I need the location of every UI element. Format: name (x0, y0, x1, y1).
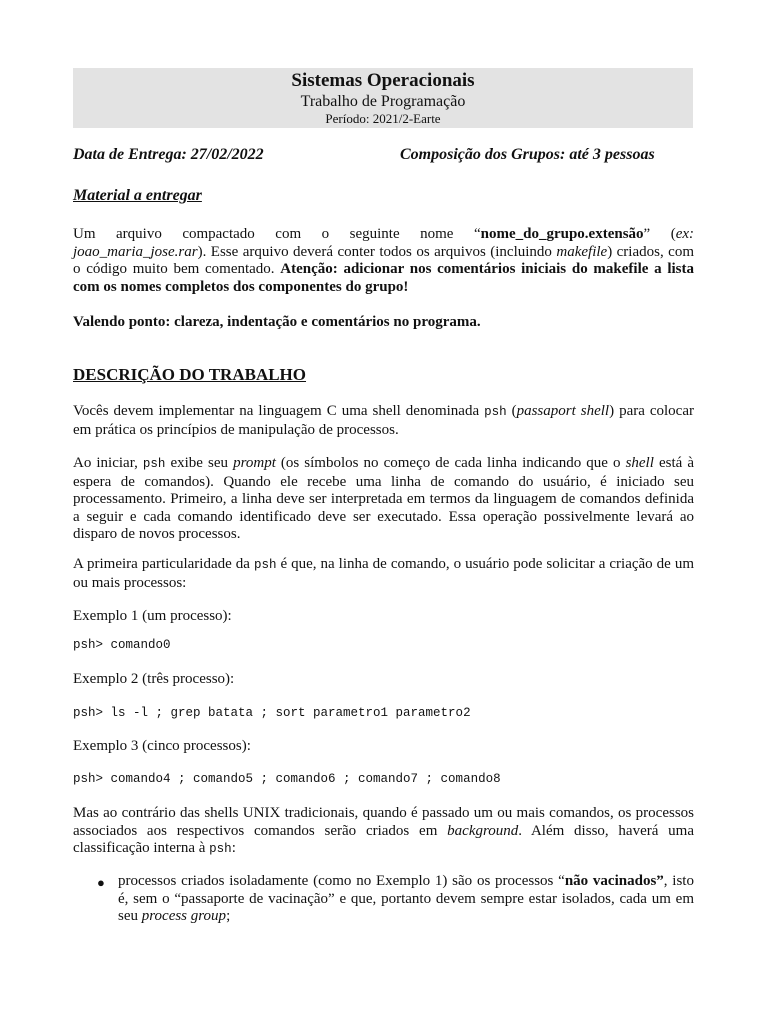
group-composition: Composição dos Grupos: até 3 pessoas (400, 146, 655, 163)
title-header-box (73, 68, 693, 128)
example-2-code: psh> ls -l ; grep batata ; sort parametro1 parametro2 (73, 706, 471, 720)
bullet-dot: ● (97, 875, 105, 890)
description-paragraph-4: Mas ao contrário das shells UNIX tradicionais, quando é passado um ou mais comandos, os processos associados aos respectivos comandos serão criados em background. Além disso, haverá uma classificação interna à psh: (73, 805, 694, 856)
due-date: Data de Entrega: 27/02/2022 (73, 146, 264, 163)
example-1-code: psh> comando0 (73, 638, 171, 652)
material-heading: Material a entregar (73, 187, 202, 204)
bullet-item-1: processos criados isoladamente (como no Exemplo 1) são os processos “não vacinados”, isto é, sem o “passaporte de vacinação” e que, portanto devem sempre estar isolados, cada um em seu process group; (118, 873, 694, 924)
grading-note: Valendo ponto: clareza, indentação e comentários no programa. (73, 314, 481, 330)
example-2-label: Exemplo 2 (três processo): (73, 671, 235, 687)
description-paragraph-3: A primeira particularidade da psh é que, na linha de comando, o usuário pode solicitar a criação de um ou mais processos: (73, 556, 694, 591)
example-3-label: Exemplo 3 (cinco processos): (73, 738, 251, 754)
document-title: Sistemas Operacionais (291, 70, 475, 91)
example-3-code: psh> comando4 ; comando5 ; comando6 ; comando7 ; comando8 (73, 772, 501, 786)
material-paragraph: Um arquivo compactado com o seguinte nome “nome_do_grupo.extensão” (ex: joao_maria_jose.rar). Esse arquivo deverá conter todos os arquivos (incluindo makefile) criados, com o código muito bem comentado. Atenção: adicionar nos comentários iniciais do makefile a lista com os nomes completos dos componentes do grupo! (73, 226, 694, 295)
description-paragraph-2: Ao iniciar, psh exibe seu prompt (os símbolos no começo de cada linha indicando que o shell está à espera de comandos). Quando ele recebe uma linha de comando do usuário, é iniciado seu processamento. Primeiro, a linha deve ser interpretada em termos da linguagem de comandos definida a seguir e cada comando identificado deve ser executado. Essa operação possivelmente levará ao disparo de novos processos. (73, 455, 694, 542)
example-1-label: Exemplo 1 (um processo): (73, 608, 232, 624)
document-subtitle: Trabalho de Programação (300, 93, 466, 110)
document-period: Período: 2021/2-Earte (325, 111, 441, 126)
description-paragraph-1: Vocês devem implementar na linguagem C uma shell denominada psh (passaport shell) para colocar em prática os princípios de manipulação de processos. (73, 403, 694, 438)
description-heading: DESCRIÇÃO DO TRABALHO (73, 365, 307, 384)
